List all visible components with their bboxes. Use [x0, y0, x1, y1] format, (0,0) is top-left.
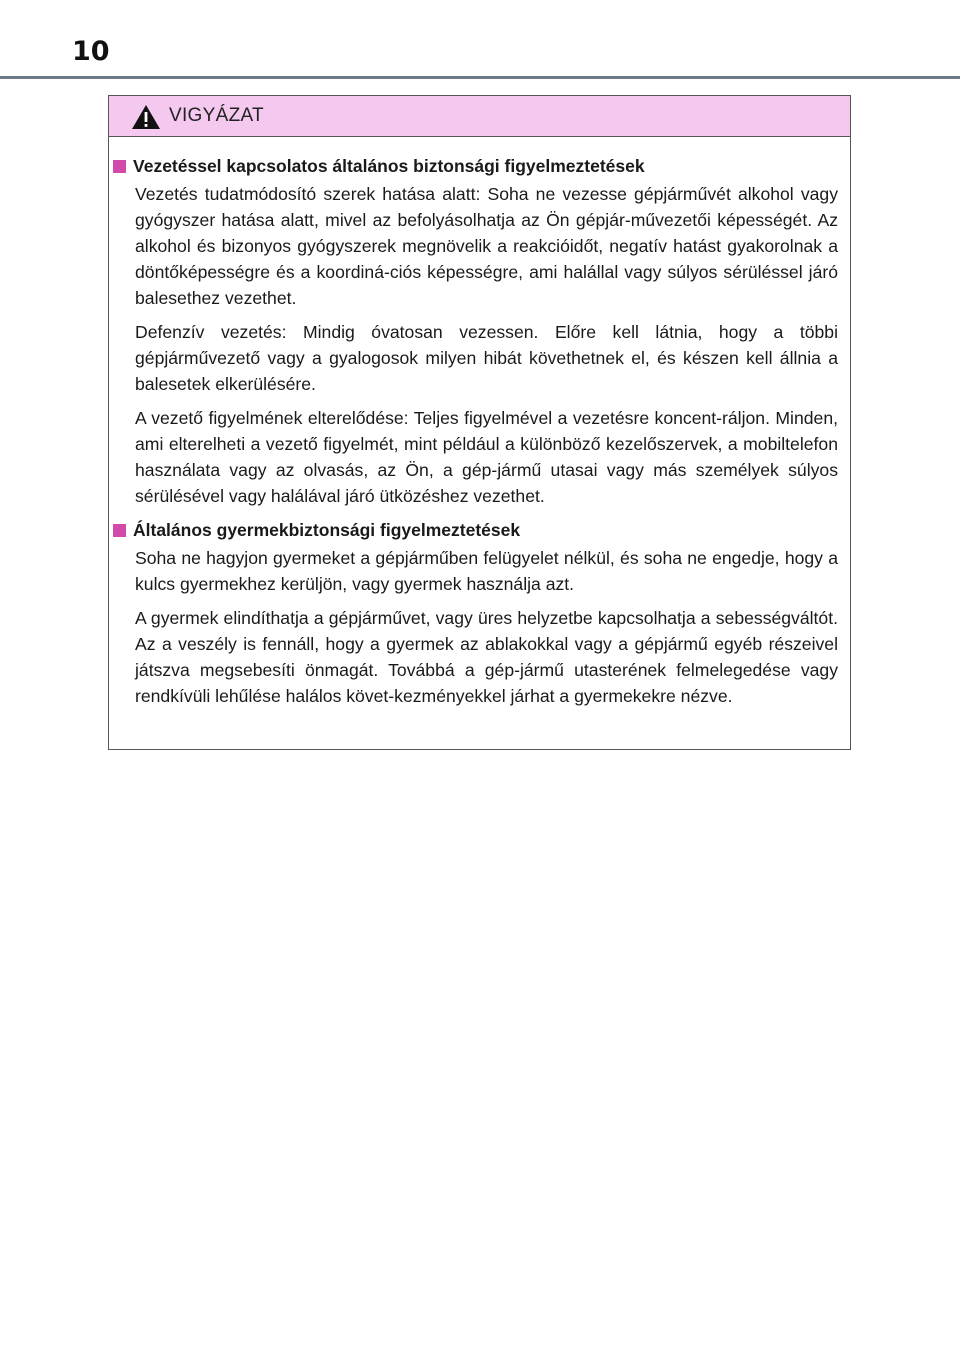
square-bullet-icon — [113, 160, 126, 173]
paragraph: A vezető figyelmének elterelődése: Teljes figyelmével a vezetésre koncent-ráljon. Minden, ami elterelheti a vezető figyelmét, mint például a különböző kezelőszervek, a mobiltelefon használata vagy az olvasás, az Ön, a gép-jármű utasai vagy más személyek súlyos sérülésével vagy halálával járó ütközéshez vezethet. — [135, 408, 838, 506]
warning-header — [109, 96, 850, 137]
paragraph: Soha ne hagyjon gyermeket a gépjárműben felügyelet nélkül, és soha ne engedje, hogy a kulcs gyermekhez kerüljön, vagy gyermek használja azt. — [135, 548, 838, 594]
section-heading-text: Vezetéssel kapcsolatos általános biztonsági figyelmeztetések — [133, 156, 645, 176]
paragraph: Defenzív vezetés: Mindig óvatosan vezessen. Előre kell látnia, hogy a többi gépjárművezető vagy a gyalogosok milyen hibát követhetnek el, és készen kell állnia a balesetek elkerülésére. — [135, 322, 838, 394]
paragraph: Vezetés tudatmódosító szerek hatása alatt: Soha ne vezesse gépjárművét alkohol vagy gyógyszer hatása alatt, mivel az befolyásolhatja az Ön gépjár-művezetői képességét. Az alkohol és bizonyos gyógyszerek megnövelik a reakcióidőt, negatív hatást gyakorolnak a döntőképességre és a koordiná-ciós képességre, ami halállal vagy súlyos sérüléssel járó balesethez vezethet. — [135, 184, 838, 308]
section-heading-text: Általános gyermekbiztonsági figyelmeztetések — [133, 520, 521, 540]
paragraph: A gyermek elindíthatja a gépjárművet, vagy üres helyzetbe kapcsolhatja a sebességváltót. Az a veszély is fennáll, hogy a gyermek az ablakokkal vagy a gépjármű egyéb részeivel játszva megsebesíti önmagát. Továbbá a gép-jármű utasterének felmelegedése vagy rendkívüli lehűlése halálos követ-kezményekkel járhat a gyermekekre nézve. — [135, 608, 838, 706]
page-number: 10 — [72, 36, 110, 67]
section-driving-safety — [113, 153, 838, 509]
square-bullet-icon — [113, 524, 126, 537]
warning-content — [109, 137, 850, 709]
section-heading — [113, 153, 838, 179]
warning-box — [108, 95, 851, 750]
header-rule — [0, 76, 960, 79]
warning-title: VIGYÁZAT — [169, 105, 264, 126]
warning-triangle-icon — [131, 104, 161, 130]
section-child-safety — [113, 517, 838, 709]
section-heading — [113, 517, 838, 543]
